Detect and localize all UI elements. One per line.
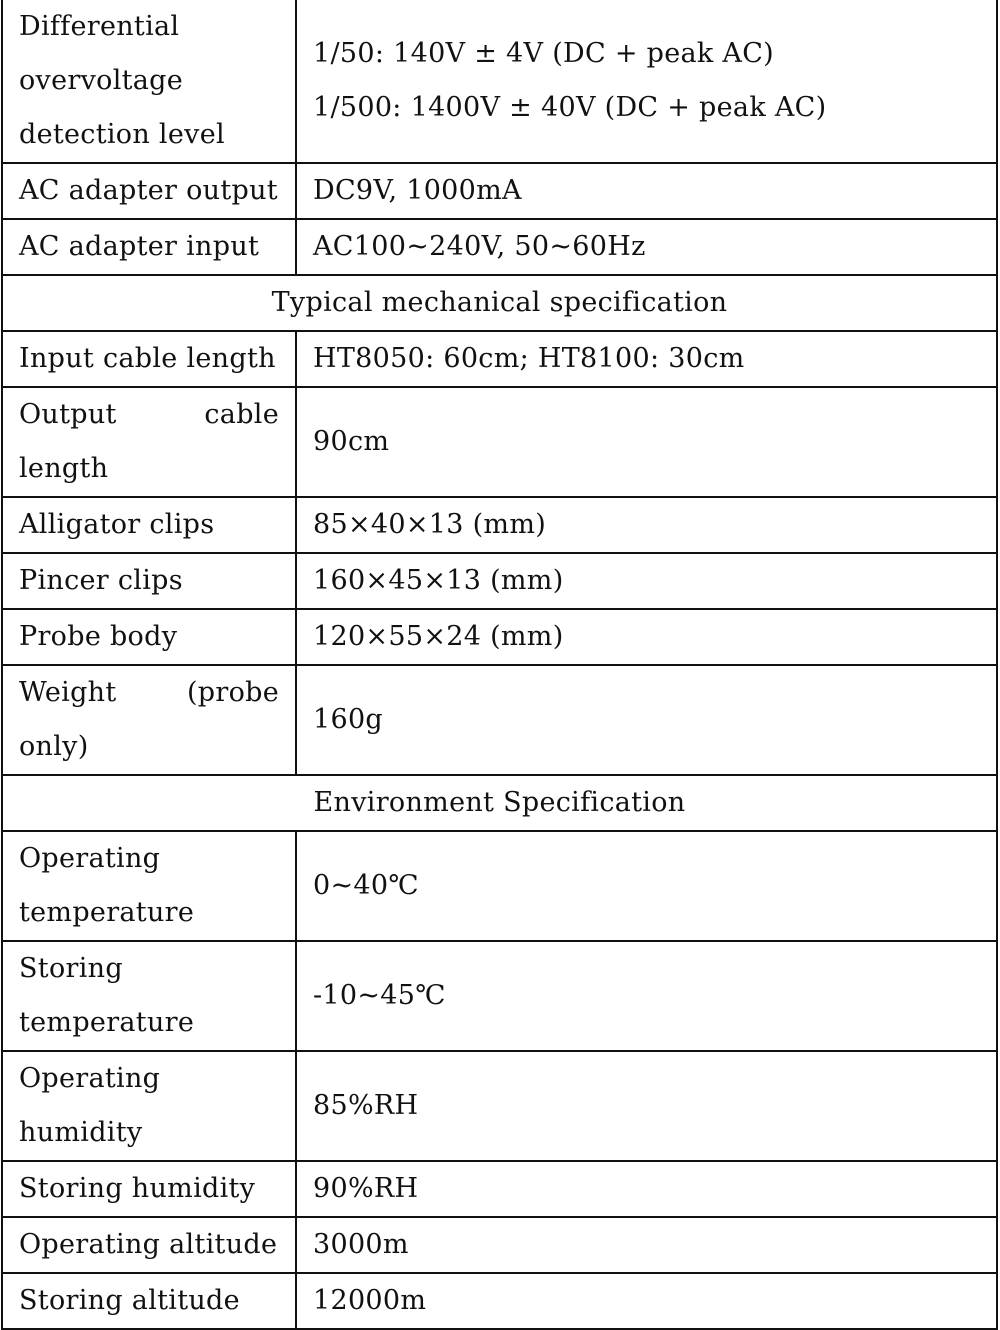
value-line: 1/500: 1400V ± 40V (DC + peak AC) bbox=[313, 92, 827, 123]
row-label: Operating humidity bbox=[2, 1051, 296, 1161]
table-row bbox=[2, 0, 997, 163]
value-line: 1/50: 140V ± 4V (DC + peak AC) bbox=[313, 38, 775, 69]
row-label: AC adapter output bbox=[2, 163, 296, 219]
specification-table bbox=[1, 0, 998, 1330]
row-label: AC adapter input bbox=[2, 219, 296, 275]
row-label: Pincer clips bbox=[2, 553, 296, 609]
section-title: Typical mechanical specification bbox=[2, 275, 997, 331]
row-value: HT8050: 60cm; HT8100: 30cm bbox=[296, 331, 997, 387]
row-value: 120×55×24 (mm) bbox=[296, 609, 997, 665]
table-row bbox=[2, 1051, 997, 1161]
row-value: 0~40℃ bbox=[296, 831, 997, 941]
table-row bbox=[2, 219, 997, 275]
row-value: 90cm bbox=[296, 387, 997, 497]
row-label: Output cable length bbox=[2, 387, 296, 497]
row-value: 85%RH bbox=[296, 1051, 997, 1161]
row-value: 12000m bbox=[296, 1273, 997, 1329]
row-label: Probe body bbox=[2, 609, 296, 665]
table-row bbox=[2, 1161, 997, 1217]
row-label: Storing altitude bbox=[2, 1273, 296, 1329]
row-value: 3000m bbox=[296, 1217, 997, 1273]
row-label: Differential overvoltage detection level bbox=[2, 0, 296, 163]
row-label: Operating altitude bbox=[2, 1217, 296, 1273]
table-row bbox=[2, 1273, 997, 1329]
table-row bbox=[2, 331, 997, 387]
table-row bbox=[2, 609, 997, 665]
section-header-row bbox=[2, 275, 997, 331]
table-row bbox=[2, 387, 997, 497]
row-value bbox=[296, 0, 997, 163]
row-value: AC100~240V, 50~60Hz bbox=[296, 219, 997, 275]
table-row bbox=[2, 163, 997, 219]
row-label: Input cable length bbox=[2, 331, 296, 387]
row-label: Operating temperature bbox=[2, 831, 296, 941]
row-value: DC9V, 1000mA bbox=[296, 163, 997, 219]
table-row bbox=[2, 497, 997, 553]
row-label: Alligator clips bbox=[2, 497, 296, 553]
row-value: 90%RH bbox=[296, 1161, 997, 1217]
table-row bbox=[2, 1217, 997, 1273]
table-row bbox=[2, 941, 997, 1051]
row-value: 160×45×13 (mm) bbox=[296, 553, 997, 609]
table-row bbox=[2, 553, 997, 609]
section-title: Environment Specification bbox=[2, 775, 997, 831]
table-row bbox=[2, 831, 997, 941]
row-value: -10~45℃ bbox=[296, 941, 997, 1051]
row-label: Storing humidity bbox=[2, 1161, 296, 1217]
row-label: Weight (probe only) bbox=[2, 665, 296, 775]
section-header-row bbox=[2, 775, 997, 831]
row-value: 160g bbox=[296, 665, 997, 775]
row-label: Storing temperature bbox=[2, 941, 296, 1051]
row-value: 85×40×13 (mm) bbox=[296, 497, 997, 553]
table-row bbox=[2, 665, 997, 775]
